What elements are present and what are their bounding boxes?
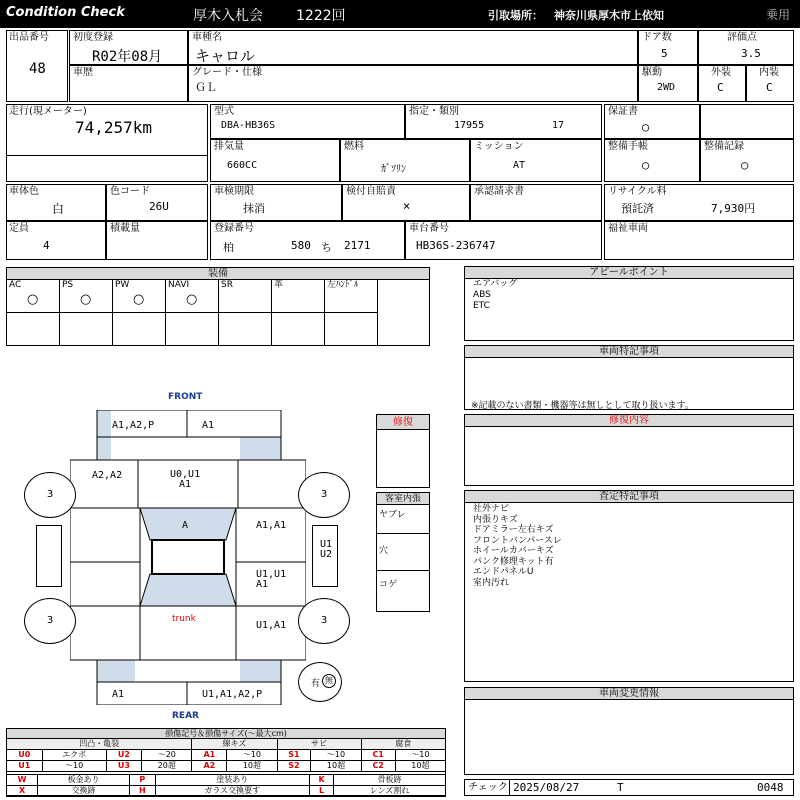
category-label: 乗用 [766,8,791,22]
tire-rear-left: 3 [24,598,76,644]
appeal-panel [464,266,794,341]
cabin-item-tear: ヤブレ [379,510,406,520]
plate-box [210,221,405,260]
equipment-cell [113,280,166,313]
mirror-left [36,525,62,587]
assessment-item: 社外ナビ [473,504,510,514]
spec-value-2: 17 [552,120,565,131]
color-label: 車体色 [9,186,39,197]
appeal-item: エアバッグ [473,279,518,289]
interior-box [746,65,794,102]
welfare-box [604,221,794,260]
assessment-item: フロントバンパースレ [473,535,562,546]
lot-number-box [6,30,68,102]
color-code-label: 色コード [110,186,150,197]
recycle-fee: 7,930円 [711,202,756,215]
capacity-box [6,221,106,260]
legend-desc: 〜10 [42,761,106,772]
cabin-item-hole: 穴 [379,546,389,556]
legend-code: U3 [106,761,142,772]
manual-value: ○ [642,158,650,172]
plate-number: 2171 [344,239,371,252]
equipment-cell [219,280,272,313]
spare-tire [298,662,342,702]
equipment-label: 左ﾊﾝﾄﾞﾙ [327,280,359,290]
special-panel [464,345,794,410]
repair-box [376,414,430,488]
score-value: 3.5 [741,47,761,60]
equipment-empty-cell [60,313,113,346]
mark-desc: レンズ割れ [334,786,446,797]
spare-label: 有 [311,679,321,689]
tire-rear-right: 3 [298,598,350,644]
equipment-empty-cell [166,313,219,346]
grade-value: ＧＬ [195,81,217,94]
mark-code: X [7,786,38,797]
fuel-label: 燃料 [344,141,364,152]
trunk-label: trunk [172,614,196,624]
cabin-title: 客室内張 [377,493,429,505]
check-date: 2025/08/27 [513,781,580,794]
cabin-divider-1 [377,533,429,534]
pickup-label: 引取場所： [488,9,543,22]
mileage-label: 走行(現メーター) [9,106,87,117]
repair-box-title: 修復 [377,415,429,430]
equipment-value: ○ [80,292,92,307]
assessment-panel [464,490,794,682]
type-label: 型式 [214,106,234,117]
damage-door-front-right: A1,A1 [256,520,287,531]
manual-box [604,139,700,182]
assessment-item: ホイールカバーキズ [473,546,554,556]
legend-desc: 10超 [311,761,361,772]
mirror-right [312,525,338,587]
legend-desc: 〜10 [227,750,277,761]
appeal-item: ABS [473,290,491,300]
header-bar [0,0,800,28]
assessment-item: 室内汚れ [473,577,510,588]
damage-front-bumper-left: A1,A2,P [112,420,155,431]
car-outline [70,410,306,705]
record-label: 整備記録 [704,141,744,152]
interior-value: C [766,81,773,94]
tire-front-left: 3 [24,472,76,518]
legend-code: S1 [277,750,311,761]
legend-group-header: サビ [277,739,361,750]
drive-value: 2WD [657,82,676,93]
equipment-cell [60,280,113,313]
damage-front-bumper-right: A1 [202,420,215,431]
damage-mirror-right: U1 U2 [320,539,333,560]
record-box [700,139,794,182]
legend-code: C1 [361,750,395,761]
warranty-box [604,104,700,139]
recycle-box [604,184,794,221]
exterior-label: 外装 [711,67,731,78]
plate-class: 580 [291,239,311,252]
legend-desc: 〜10 [311,750,361,761]
special-note: ※記載のない書類・機器等は無しとして取り扱います。 [471,401,694,411]
repair-title: 修復内容 [465,415,793,427]
color-code-value: 26U [149,200,169,213]
inspection-box [210,184,342,221]
mark-code: K [309,775,333,786]
grade-box [188,65,638,102]
assessment-list [473,504,562,588]
assessment-item: パンク修理キット有 [473,556,554,567]
equipment-panel [6,267,430,346]
check-row [464,779,794,796]
equipment-value: ○ [133,292,145,307]
first-reg-value: R02年08月 [92,49,163,65]
damage-fender-left: A2,A2 [92,470,123,481]
spare-mark: 無 [322,674,336,688]
assessment-item: 内張りキズ [473,514,518,525]
history-box [69,65,188,102]
check-number: 0048 [757,781,784,794]
interior-label: 内装 [759,67,779,78]
exterior-box [698,65,746,102]
mark-desc: 塗装あり [155,775,309,786]
mark-desc: 骨板跡 [334,775,446,786]
cabin-divider-2 [377,570,429,571]
history-label: 車歴 [73,67,93,78]
equipment-label: PS [62,280,74,290]
equipment-value: ○ [186,292,198,307]
check-label: チェック [468,782,508,793]
legend-group-header: 凹凸・亀裂 [7,739,192,750]
drive-box [638,65,698,102]
equipment-title: 装備 [7,268,429,280]
recycle-label: リサイクル料 [608,186,667,197]
request-box [470,184,602,221]
damage-rear-bumper-left: A1 [112,689,125,700]
equipment-cell [7,280,60,313]
assessment-title: 査定特記事項 [465,491,793,503]
lot-value: 48 [29,61,46,77]
capacity-value: 4 [43,239,50,252]
inspection-value: 抹消 [243,202,265,215]
appeal-title: アピールポイント [465,267,793,279]
equipment-label: 革 [274,280,284,290]
insurance-value: × [403,199,411,213]
special-title: 車両特記事項 [465,346,793,358]
score-label: 評価点 [727,32,757,43]
displacement-box [210,139,340,182]
equipment-empty-cell [219,313,272,346]
chassis-label: 車台番号 [409,223,449,234]
spec-box [405,104,602,139]
insurance-box [342,184,470,221]
first-reg-label: 初度登録 [73,32,113,43]
cabin-panel [376,492,430,612]
score-box [698,30,794,65]
exterior-value: C [717,81,724,94]
mission-label: ミッション [474,141,524,152]
fuel-value: ｶﾞｿﾘﾝ [381,164,406,175]
legend-code: S2 [277,761,311,772]
chassis-value: HB36S-236747 [416,239,496,252]
mark-code: L [309,786,333,797]
color-code-box [106,184,208,221]
mark-desc: 交換跡 [38,786,130,797]
equipment-label: NAVI [168,280,190,290]
load-label: 積載量 [110,223,140,234]
equipment-empty-cell [7,313,60,346]
equipment-empty-cell [113,313,166,346]
mileage-divider [7,155,207,156]
assessment-item: エンドパネルU [473,567,534,577]
record-value: ○ [741,158,749,172]
disp-label: 排気量 [214,141,244,152]
mark-code: W [7,775,38,786]
check-divider [509,780,510,795]
lot-label: 出品番号 [9,32,49,43]
legend-code: C2 [361,761,395,772]
legend-desc: エクボ [42,750,106,761]
legend-group-header: 線キズ [192,739,277,750]
legend-desc: 〜10 [395,750,445,761]
appeal-item: ETC [473,301,490,311]
grade-label: グレード・仕様 [192,67,262,78]
mark-code: P [130,775,155,786]
type-value: DBA-HB36S [221,120,276,131]
legend-code: A1 [192,750,227,761]
mark-desc: 板金あり [38,775,130,786]
mark-code: H [130,786,155,797]
mark-desc: ガラス交換要す [155,786,309,797]
load-box [106,221,208,260]
tire-front-right: 3 [298,472,350,518]
legend-group-header: 腐食 [361,739,445,750]
equipment-empty-cell [272,313,325,346]
legend-desc: 〜20 [142,750,192,761]
auction-name: 厚木入札会 [193,8,263,24]
equipment-value: ○ [27,292,39,307]
pickup-place: 神奈川県厚木市上依知 [554,9,664,22]
welfare-label: 福祉車両 [608,223,648,234]
request-label: 承認請求書 [474,186,524,197]
recycle-status: 預託済 [621,202,654,215]
plate-area: 柏 [223,241,234,254]
equipment-empty-cell [325,313,378,346]
model-label: 車種名 [192,32,222,43]
legend-code: U0 [7,750,43,761]
manual-label: 整備手帳 [608,141,648,152]
insurance-label: 検付自賠責 [346,186,396,197]
equipment-cell [166,280,219,313]
equipment-cell [325,280,378,313]
lot-count: 1222回 [296,8,346,24]
legend-code: U1 [7,761,43,772]
damage-quarter-right: U1,A1 [256,620,287,631]
plate-kana: ち [321,241,332,254]
warranty-label: 保証書 [608,106,638,117]
spec-value: 17955 [454,120,485,131]
brand-title: Condition Check [6,5,125,20]
appeal-list [473,279,517,312]
front-label: FRONT [168,392,203,402]
doors-box [638,30,698,65]
mission-box [470,139,602,182]
empty-box-1 [700,104,794,139]
legend-code: U2 [106,750,142,761]
model-value: キャロル [195,47,256,65]
cabin-item-burn: コゲ [379,580,398,590]
change-panel [464,687,794,775]
mileage-value: 74,257km [75,118,153,137]
first-reg-box [69,30,188,65]
legend-desc: 10超 [395,761,445,772]
mission-value: AT [513,160,526,171]
mileage-box [6,104,208,182]
check-code: T [617,781,624,794]
equipment-label: PW [115,280,130,290]
damage-roof: A [182,520,189,531]
change-title: 車両変更情報 [465,688,793,700]
spec-label: 指定・類別 [409,106,459,117]
doors-value: 5 [661,47,668,60]
type-box [210,104,405,139]
capacity-label: 定員 [9,223,29,234]
equipment-label: AC [9,280,22,290]
legend-table [6,738,446,772]
fuel-box [340,139,470,182]
damage-door-rear-right: U1,U1 A1 [256,569,287,590]
marks-table [6,774,446,797]
doors-label: ドア数 [642,32,672,43]
legend-desc: 20超 [142,761,192,772]
chassis-box [405,221,602,260]
repair-panel [464,414,794,486]
legend-title: 損傷記号＆損傷サイズ(〜最大cm) [7,729,445,739]
equipment-label: SR [221,280,233,290]
disp-value: 660CC [227,160,258,171]
damage-hood: U0,U1 A1 [170,469,201,490]
legend-desc: 10超 [227,761,277,772]
rear-label: REAR [172,711,199,721]
drive-label: 駆動 [642,67,662,78]
legend-panel [6,728,446,796]
damage-rear-bumper-right: U1,A1,A2,P [202,689,263,700]
warranty-value: ○ [642,120,650,134]
assessment-item: ドアミラー左右キズ [473,525,554,535]
inspection-label: 車検期限 [214,186,254,197]
model-box [188,30,638,65]
car-body [70,410,306,705]
plate-label: 登録番号 [214,223,254,234]
equipment-cell [272,280,325,313]
color-box [6,184,106,221]
color-value: 白 [52,202,65,216]
legend-code: A2 [192,761,227,772]
